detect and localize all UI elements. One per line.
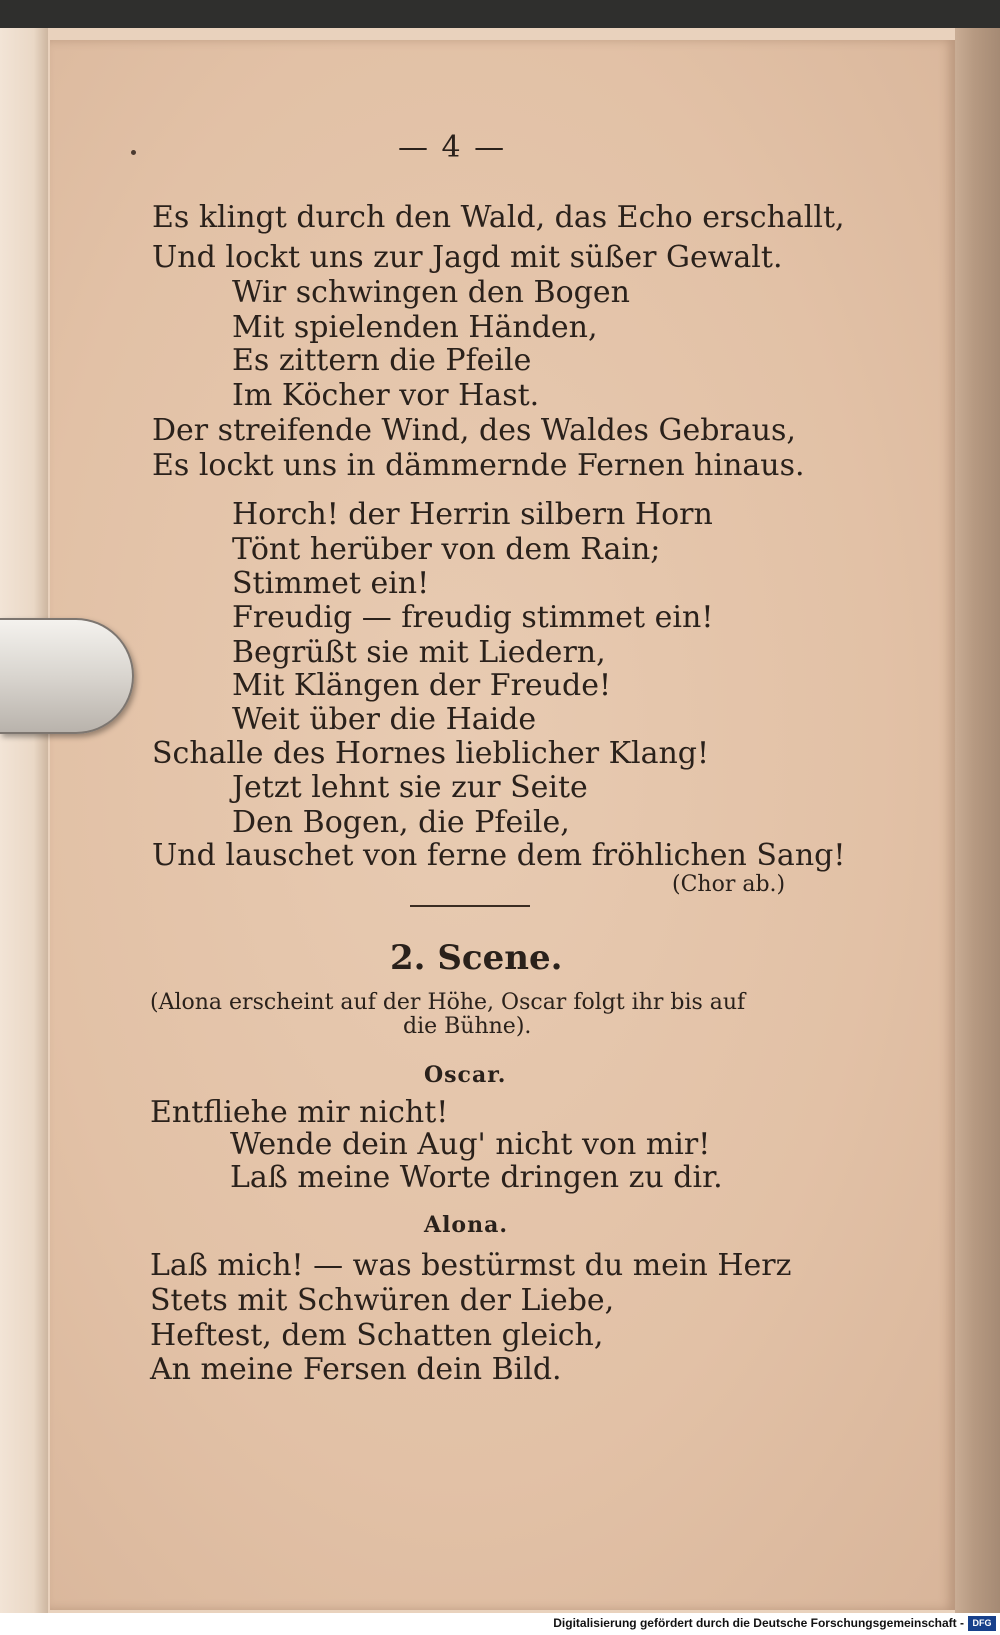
verse-line: Und lockt uns zur Jagd mit süßer Gewalt.	[152, 240, 783, 275]
verse-line: Jetzt lehnt sie zur Seite	[232, 770, 588, 805]
verse-line: Im Köcher vor Hast.	[232, 378, 540, 413]
scene-heading: 2. Scene.	[390, 938, 563, 978]
stage-direction: die Bühne).	[403, 1014, 532, 1039]
section-divider	[410, 905, 530, 907]
dialogue-line: Wende dein Aug' nicht von mir!	[230, 1127, 711, 1162]
digitization-footer	[0, 1613, 1000, 1635]
page-clip	[0, 618, 134, 734]
ink-speck	[131, 150, 136, 155]
speaker-name: Oscar.	[424, 1062, 507, 1088]
verse-line: Begrüßt sie mit Liedern,	[232, 635, 606, 670]
verse-line: Stimmet ein!	[232, 566, 430, 601]
dialogue-line: Laß mich! — was bestürmst du mein Herz	[150, 1248, 792, 1283]
right-page-edge	[955, 28, 1000, 1613]
verse-line: Es lockt uns in dämmernde Fernen hinaus.	[152, 448, 805, 483]
funding-credit: Digitalisierung gefördert durch die Deutsche Forschungsgemeinschaft -	[553, 1616, 964, 1630]
verse-line: Und lauschet von ferne dem fröhlichen Sang!	[152, 838, 846, 873]
speaker-name: Alona.	[424, 1212, 509, 1238]
verse-line: Es zittern die Pfeile	[232, 343, 532, 378]
verse-line: Es klingt durch den Wald, das Echo erschallt,	[152, 200, 845, 235]
verse-line: Mit spielenden Händen,	[232, 310, 598, 345]
verse-line: Freudig — freudig stimmet ein!	[232, 600, 714, 635]
verse-line: Wir schwingen den Bogen	[232, 275, 630, 310]
verse-line: Tönt herüber von dem Rain;	[232, 532, 661, 567]
page-number: — 4 —	[398, 130, 507, 165]
stage-direction: (Alona erscheint auf der Höhe, Oscar folgt ihr bis auf	[150, 990, 746, 1015]
dialogue-line: Entfliehe mir nicht!	[150, 1095, 449, 1130]
verse-line: Der streifende Wind, des Waldes Gebraus,	[152, 413, 796, 448]
dialogue-line: An meine Fersen dein Bild.	[150, 1352, 562, 1387]
dialogue-line: Stets mit Schwüren der Liebe,	[150, 1283, 615, 1318]
stage-direction: (Chor ab.)	[672, 872, 786, 897]
verse-line: Weit über die Haide	[232, 702, 537, 737]
verse-line: Den Bogen, die Pfeile,	[232, 805, 570, 840]
dfg-logo: DFG	[968, 1616, 996, 1631]
verse-line: Mit Klängen der Freude!	[232, 668, 612, 703]
verse-line: Horch! der Herrin silbern Horn	[232, 497, 713, 532]
left-page-edge	[0, 28, 48, 1613]
dialogue-line: Heftest, dem Schatten gleich,	[150, 1318, 604, 1353]
dialogue-line: Laß meine Worte dringen zu dir.	[230, 1160, 723, 1195]
verse-line: Schalle des Hornes lieblicher Klang!	[152, 736, 710, 771]
